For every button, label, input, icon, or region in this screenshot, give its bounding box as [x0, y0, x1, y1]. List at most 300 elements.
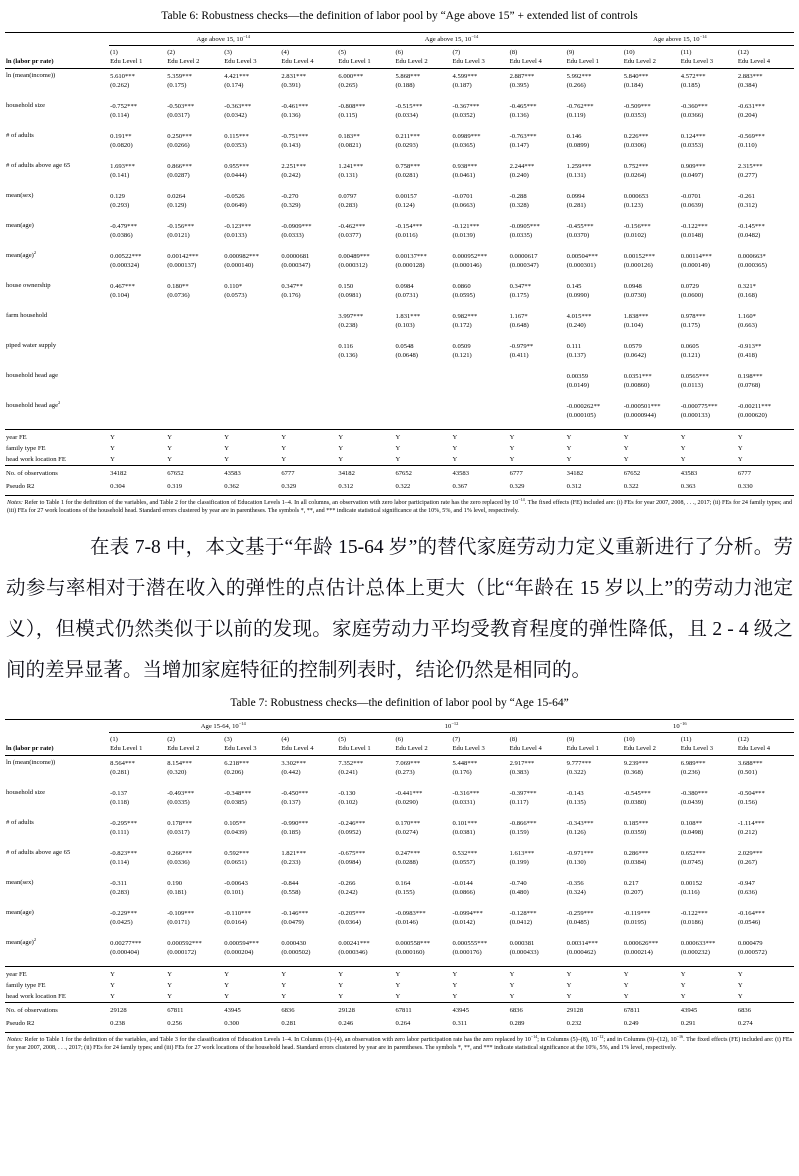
coef-cell [452, 69, 509, 100]
fe-cell: Y [737, 967, 794, 981]
coef-cell [566, 399, 623, 430]
coef-cell [623, 159, 680, 189]
fe-cell: Y [110, 445, 115, 452]
coef-cell [166, 309, 223, 339]
stat-row [5, 480, 794, 496]
coefficient: -0.0701 [680, 193, 702, 200]
stat-cell: 43583 [223, 466, 280, 481]
fe-cell: Y [566, 982, 572, 989]
coef-row [5, 876, 794, 906]
coefficient: 0.000626*** [623, 940, 659, 947]
coef-cell [166, 99, 223, 129]
coef-cell [337, 339, 394, 369]
std-error: (0.168) [737, 292, 758, 299]
stat-cell: 0.322 [394, 480, 451, 496]
coefficient: -0.128*** [509, 910, 537, 917]
std-error: (0.0264) [623, 172, 647, 179]
std-error: (0.663) [737, 322, 758, 329]
coef-cell [223, 399, 280, 430]
std-error: (0.329) [281, 202, 301, 209]
fe-cell: Y [224, 456, 230, 463]
stat-cell: 67811 [394, 1003, 451, 1018]
std-error: (0.0425) [110, 919, 133, 926]
coefficient: 2.244*** [509, 163, 535, 170]
coef-cell [394, 129, 451, 159]
row-label: family type FE [6, 445, 46, 452]
body-paragraph: 在表 7-8 中，本文基于“年龄 15-64 岁”的替代家庭劳动力定义重新进行了分析。劳动参与率相对于潜在收入的弹性的点估计总体上更大（比“年龄在 15 岁以上”的劳动力池定义），但模式仍然类似于以前的发现。家庭劳动力平均受教育程度的弹性降低，且 2 - 4 级之间的差异显著。当增加家庭特征的控制列表时，结论仍然是相同的。 [6, 537, 793, 681]
coef-cell [109, 249, 166, 279]
coefficient: -0.503*** [167, 103, 195, 110]
coefficient: 3.688*** [737, 760, 763, 767]
std-error: (0.102) [338, 799, 358, 806]
column-number: (10) [623, 736, 635, 743]
std-error: (0.0497) [680, 172, 704, 179]
coef-cell [337, 69, 394, 100]
coef-cell [737, 756, 794, 787]
coef-row [5, 249, 794, 279]
coef-row [5, 846, 794, 876]
std-error: (0.0113) [680, 382, 704, 389]
std-error: (0.391) [281, 82, 301, 89]
table7-notes [7, 1033, 792, 1052]
std-error: (0.0439) [224, 829, 247, 836]
column-edu-label: Edu Level 3 [223, 57, 280, 69]
stat-row [5, 1017, 794, 1033]
coefficient: 0.0000617 [509, 253, 538, 260]
fe-cell: Y [509, 993, 515, 1000]
column-edu-label: Edu Level 4 [509, 744, 566, 756]
fe-cell: Y [452, 456, 458, 463]
coefficient: 7.069*** [395, 760, 421, 767]
std-error: (0.0385) [224, 799, 247, 806]
std-error: (0.0649) [224, 202, 247, 209]
coefficient: 0.0264 [167, 193, 186, 200]
std-error: (0.242) [281, 172, 301, 179]
fe-cell: Y [509, 456, 515, 463]
row-label: ln (mean(income)) [6, 72, 56, 79]
coef-cell [737, 399, 794, 430]
coefficient: 0.00277*** [110, 940, 142, 947]
coefficient: 0.532*** [452, 850, 478, 857]
coefficient: -0.110*** [224, 910, 251, 917]
std-error: (0.000312) [338, 262, 368, 269]
stat-cell: 0.329 [280, 480, 337, 496]
coef-cell [166, 756, 223, 787]
column-number: (8) [509, 49, 518, 56]
coef-cell [337, 876, 394, 906]
row-label: household head age$^2$ [6, 399, 61, 409]
std-error: (0.0306) [623, 142, 647, 149]
row-label: mean(sex) [6, 879, 34, 886]
fe-cell: Y [224, 445, 230, 452]
column-number: (11) [680, 736, 692, 743]
coef-row [5, 69, 794, 100]
std-error: (0.185) [281, 829, 301, 836]
coef-cell [737, 816, 794, 846]
std-error: (0.121) [452, 352, 472, 359]
coef-cell [737, 906, 794, 936]
coefficient: 6.000*** [338, 73, 364, 80]
coef-cell [680, 189, 737, 219]
column-number: (8) [509, 736, 518, 743]
coefficient: 0.0729 [680, 283, 699, 290]
coefficient: -0.450*** [281, 790, 309, 797]
coefficient: 0.146 [566, 133, 582, 140]
std-error: (0.0899) [566, 142, 590, 149]
coefficient: 0.108** [680, 820, 703, 827]
stat-cell: 0.322 [623, 480, 680, 496]
std-error: (0.0820) [110, 142, 133, 149]
coefficient: 7.352*** [338, 760, 364, 767]
stat-cell: 43945 [223, 1003, 280, 1018]
coef-cell [337, 159, 394, 189]
fe-cell: Y [509, 430, 566, 444]
column-edu-label: Edu Level 2 [166, 57, 223, 69]
coef-cell [509, 399, 566, 430]
coef-cell [566, 99, 623, 129]
coef-cell [509, 189, 566, 219]
row-label: # of adults [6, 819, 34, 826]
coef-cell [680, 846, 737, 876]
coefficient: -0.740 [509, 880, 527, 887]
coefficient: -0.137 [110, 790, 128, 797]
fe-cell: Y [109, 430, 166, 444]
std-error: (0.116) [680, 889, 700, 896]
coef-cell [566, 339, 623, 369]
coef-cell [109, 846, 166, 876]
fe-cell: Y [224, 993, 230, 1000]
coefficient: 0.00522*** [110, 253, 142, 260]
std-error: (0.147) [509, 142, 529, 149]
coef-cell [623, 219, 680, 249]
coefficient: 0.347** [281, 283, 303, 290]
coef-cell [623, 99, 680, 129]
coefficient: 0.00157 [395, 193, 417, 200]
coefficient: 3.302*** [281, 760, 307, 767]
std-error: (0.188) [395, 82, 415, 89]
column-number: (1) [110, 736, 118, 743]
column-edu-label: Edu Level 3 [452, 744, 509, 756]
std-error: (0.240) [509, 172, 529, 179]
coefficient: 0.183** [338, 133, 360, 140]
coef-cell [509, 876, 566, 906]
coef-cell [623, 816, 680, 846]
coef-cell [337, 129, 394, 159]
coef-cell [337, 846, 394, 876]
std-error: (0.281) [110, 769, 130, 776]
fe-cell: Y [737, 456, 743, 463]
column-number: (9) [566, 736, 575, 743]
coef-cell [394, 219, 451, 249]
stat-cell: 0.330 [737, 480, 794, 496]
coef-cell [509, 906, 566, 936]
coefficient: 0.000663* [737, 253, 766, 260]
std-error: (0.558) [281, 889, 301, 896]
coef-cell [566, 786, 623, 816]
stat-row [5, 466, 794, 481]
coefficient: -0.979** [509, 343, 534, 350]
stat-cell: 0.281 [280, 1017, 337, 1033]
coef-cell [452, 936, 509, 967]
std-error: (0.0274) [395, 829, 418, 836]
std-error: (0.0317) [167, 829, 190, 836]
stat-cell: 0.291 [680, 1017, 737, 1033]
coefficient: 0.116 [338, 343, 353, 350]
fe-cell: Y [452, 445, 458, 452]
coef-cell [509, 129, 566, 159]
coef-cell [280, 906, 337, 936]
coef-cell [337, 249, 394, 279]
coefficient: -0.913** [737, 343, 762, 350]
std-error: (0.0317) [167, 112, 190, 119]
coef-cell [280, 69, 337, 100]
std-error: (0.135) [566, 799, 586, 806]
coefficient: 0.000952*** [452, 253, 488, 260]
coef-row [5, 189, 794, 219]
column-edu-label: Edu Level 1 [566, 57, 623, 69]
std-error: (0.103) [395, 322, 415, 329]
std-error: (0.0546) [737, 919, 761, 926]
fe-cell: Y [109, 967, 166, 981]
coef-cell [109, 876, 166, 906]
std-error: (0.0335) [509, 232, 533, 239]
coef-cell [394, 906, 451, 936]
table7-title: Table 7: Robustness checks—the definition of labor pool by “Age 15-64” [230, 697, 569, 709]
coef-cell [166, 249, 223, 279]
coef-cell [566, 906, 623, 936]
std-error: (0.136) [509, 112, 529, 119]
column-number: (5) [338, 49, 347, 56]
coef-cell [566, 936, 623, 967]
coef-cell [109, 99, 166, 129]
std-error: (0.115) [338, 112, 358, 119]
stat-cell: 0.238 [109, 1017, 166, 1033]
std-error: (0.0335) [167, 799, 190, 806]
std-error: (0.000204) [224, 949, 254, 956]
coefficient: -0.751*** [281, 133, 309, 140]
std-error: (0.000172) [167, 949, 197, 956]
coef-cell [223, 309, 280, 339]
coefficient: 0.00137*** [395, 253, 427, 260]
row-label: head work location FE [6, 993, 66, 1000]
std-error: (0.000462) [566, 949, 596, 956]
stat-cell: 43945 [452, 1003, 509, 1018]
std-error: (0.0642) [623, 352, 647, 359]
stat-cell: 0.304 [109, 480, 166, 496]
stat-cell: 0.232 [566, 1017, 623, 1033]
fe-cell: Y [623, 993, 629, 1000]
std-error: (0.266) [566, 82, 586, 89]
std-error: (0.185) [680, 82, 700, 89]
column-edu-label: Edu Level 4 [737, 744, 794, 756]
coef-cell [223, 219, 280, 249]
stat-cell: 0.289 [509, 1017, 566, 1033]
std-error: (0.312) [737, 202, 758, 209]
fe-cell: Y [281, 982, 287, 989]
coef-row [5, 339, 794, 369]
coefficient: -0.479*** [110, 223, 138, 230]
coefficient: 0.000555*** [452, 940, 488, 947]
coef-cell [623, 786, 680, 816]
coefficient: -0.0701 [452, 193, 473, 200]
std-error: (0.322) [566, 769, 586, 776]
coef-cell [452, 309, 509, 339]
fe-cell: Y [338, 456, 344, 463]
coefficient: -0.762*** [566, 103, 594, 110]
coefficient: 0.0860 [452, 283, 471, 290]
coefficient: 6.989*** [680, 760, 706, 767]
coefficient: 0.000558*** [395, 940, 431, 947]
std-error: (0.0380) [623, 799, 647, 806]
coef-cell [280, 936, 337, 967]
coef-cell [680, 786, 737, 816]
coef-cell [509, 249, 566, 279]
coefficient: -0.156*** [623, 223, 651, 230]
coefficient: -0.311 [110, 880, 127, 887]
coef-cell [109, 339, 166, 369]
coefficient: -0.545*** [623, 790, 651, 797]
std-error: (0.111) [110, 829, 129, 836]
std-error: (0.0990) [566, 292, 590, 299]
std-error: (0.131) [566, 172, 586, 179]
coef-cell [566, 846, 623, 876]
std-error: (0.0353) [224, 142, 247, 149]
coefficient: 0.982*** [452, 313, 478, 320]
coefficient: -0.270 [281, 193, 299, 200]
std-error: (0.206) [224, 769, 244, 776]
coefficient: 2.315*** [737, 163, 763, 170]
coef-cell [509, 756, 566, 787]
coef-cell [452, 846, 509, 876]
std-error: (0.000105) [566, 412, 596, 419]
coefficient: -0.261 [737, 193, 755, 200]
coef-cell [452, 249, 509, 279]
coef-cell [452, 129, 509, 159]
coefficient: 0.0579 [623, 343, 642, 350]
std-error: (0.000146) [452, 262, 482, 269]
fe-cell: Y [566, 445, 572, 452]
stat-cell: 34182 [566, 466, 623, 481]
coefficient: 0.266*** [167, 850, 192, 857]
std-error: (0.000365) [737, 262, 767, 269]
std-error: (0.233) [281, 859, 301, 866]
coef-cell [280, 279, 337, 309]
column-edu-label: Edu Level 1 [109, 744, 166, 756]
coefficient: -0.119*** [623, 910, 651, 917]
column-edu-label: Edu Level 3 [680, 744, 737, 756]
std-error: (0.0353) [680, 142, 704, 149]
coef-cell [509, 786, 566, 816]
coef-cell [737, 846, 794, 876]
coef-cell [166, 189, 223, 219]
coefficient: 0.000430 [281, 940, 307, 947]
coef-cell [223, 876, 280, 906]
coefficient: -0.397*** [509, 790, 537, 797]
fe-cell: Y [395, 456, 401, 463]
coef-row [5, 159, 794, 189]
fe-cell: Y [623, 445, 629, 452]
coefficient: 1.831*** [395, 313, 421, 320]
fe-cell: Y [737, 982, 743, 989]
coefficient: 1.693*** [110, 163, 135, 170]
column-number: (4) [281, 736, 290, 743]
coefficient: -0.0144 [452, 880, 473, 887]
coef-cell [623, 876, 680, 906]
std-error: (0.130) [566, 859, 586, 866]
std-error: (0.124) [395, 202, 415, 209]
coef-cell [680, 369, 737, 399]
fe-cell: Y [110, 456, 115, 463]
edu-level-row [5, 57, 794, 69]
std-error: (0.156) [737, 799, 758, 806]
std-error: (0.000346) [338, 949, 368, 956]
coefficient: -0.0994*** [452, 910, 483, 917]
coef-cell [737, 279, 794, 309]
std-error: (0.114) [110, 112, 130, 119]
coefficient: 0.124*** [680, 133, 706, 140]
coefficient: 2.251*** [281, 163, 307, 170]
coefficient: 0.191** [110, 133, 132, 140]
coef-cell [166, 159, 223, 189]
column-edu-label: Edu Level 4 [737, 57, 794, 69]
coef-cell [566, 129, 623, 159]
stat-cell: 34182 [337, 466, 394, 481]
std-error: (0.137) [281, 799, 301, 806]
std-error: (0.0370) [566, 232, 590, 239]
std-error: (0.114) [110, 859, 130, 866]
row-label: year FE [5, 967, 109, 981]
dep-var-label: ln (labor pr rate) [5, 744, 109, 756]
coefficient: 0.00314*** [566, 940, 598, 947]
coef-cell [680, 339, 737, 369]
coef-cell [680, 906, 737, 936]
std-error: (0.0365) [452, 142, 476, 149]
std-error: (0.184) [623, 82, 643, 89]
coef-cell [223, 846, 280, 876]
coefficient: 1.160* [737, 313, 756, 320]
coefficient: -0.259*** [566, 910, 594, 917]
stat-cell: 29128 [109, 1003, 166, 1018]
coef-cell [509, 159, 566, 189]
fe-cell: Y [337, 967, 394, 981]
column-group-header: Age above 15, $10^{-14}$ [566, 33, 794, 46]
coefficient: 0.105** [224, 820, 246, 827]
fe-cell: Y [509, 967, 566, 981]
coef-cell [337, 936, 394, 967]
std-error: (0.241) [338, 769, 358, 776]
fe-cell: Y [394, 430, 451, 444]
coefficient: -0.229*** [110, 910, 138, 917]
fe-cell: Y [281, 456, 287, 463]
fe-cell: Y [566, 456, 572, 463]
coefficient: -0.752*** [110, 103, 138, 110]
std-error: (0.0353) [623, 112, 647, 119]
std-error: (0.0342) [224, 112, 247, 119]
column-edu-label: Edu Level 2 [623, 57, 680, 69]
coefficient: 2.917*** [509, 760, 535, 767]
coefficient: -0.823*** [110, 850, 138, 857]
coefficient: 0.145 [566, 283, 582, 290]
coefficient: 5.992*** [566, 73, 592, 80]
coef-cell [623, 339, 680, 369]
coefficient: 0.0000681 [281, 253, 310, 260]
row-label: head work location FE [6, 456, 66, 463]
std-error: (0.0290) [395, 799, 418, 806]
coefficient: -0.0905*** [509, 223, 540, 230]
coefficient: -0.509*** [623, 103, 651, 110]
stat-cell: 6777 [509, 466, 566, 481]
coef-cell [337, 189, 394, 219]
